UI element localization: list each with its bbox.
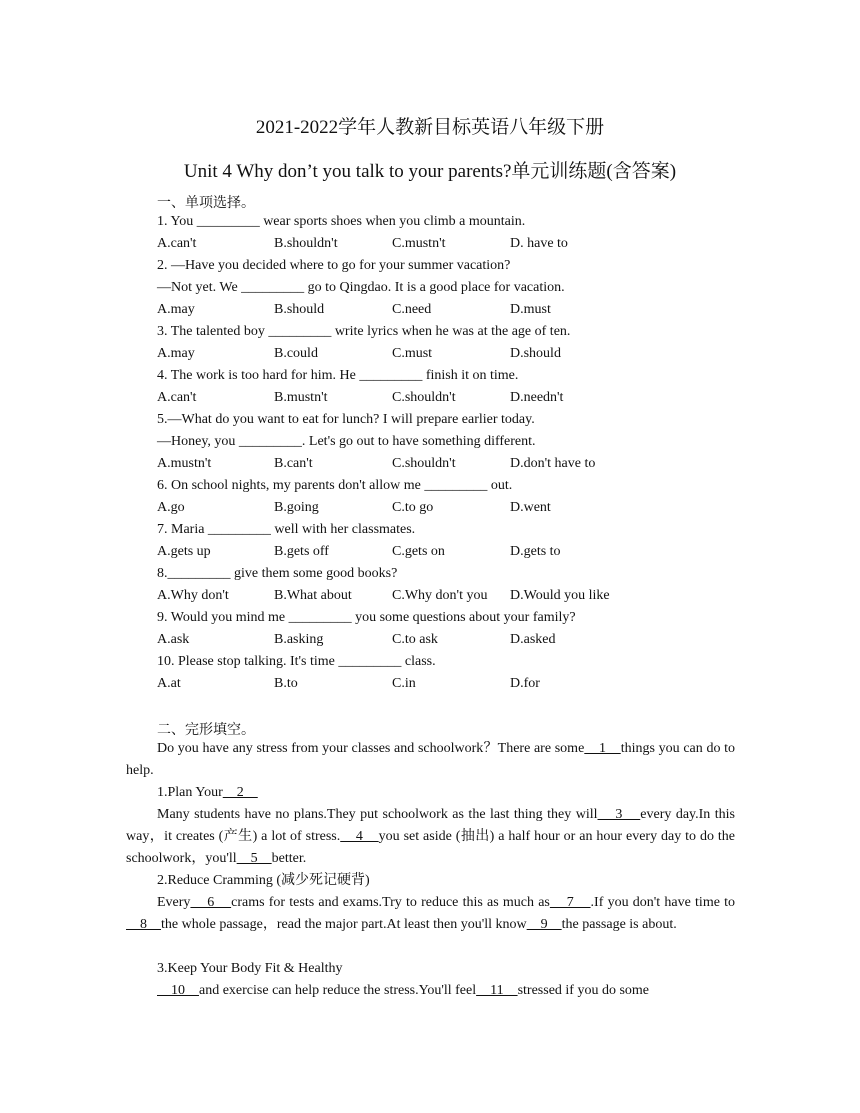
option-b: B.to: [274, 676, 298, 691]
cloze-text: better.: [271, 851, 307, 866]
option-a: A.at: [157, 676, 181, 691]
option-c: C.shouldn't: [392, 390, 456, 405]
option-a: A.Why don't: [157, 588, 229, 603]
option-a: A.can't: [157, 236, 197, 251]
cloze-text: the passage is about.: [561, 917, 677, 932]
cloze-paragraph-1: [126, 738, 735, 782]
option-a: A.mustn't: [157, 456, 212, 471]
option-d: D.for: [510, 676, 540, 691]
option-a: A.go: [157, 500, 185, 515]
question-5-stem: 5.—What do you want to eat for lunch? I will prepare earlier today.: [157, 412, 535, 427]
option-b: B.could: [274, 346, 318, 361]
cloze-text: Do you have any stress from your classes and schoolwork？There are some: [157, 741, 585, 756]
option-d: D. have to: [510, 236, 568, 251]
cloze-blank-11: 11: [476, 983, 518, 998]
cloze-text: 1.Plan Your: [157, 785, 223, 800]
option-c: C.shouldn't: [392, 456, 456, 471]
cloze-text: Many students have no plans.They put schoolwork as the last thing they will: [157, 807, 598, 822]
cloze-heading-2: 2.Reduce Cramming (减少死记硬背): [157, 873, 370, 888]
option-b: B.can't: [274, 456, 313, 471]
option-a: A.can't: [157, 390, 197, 405]
cloze-paragraph-4: [126, 980, 735, 1002]
cloze-blank-7: 7: [549, 895, 591, 910]
cloze-blank-2: 2: [222, 785, 258, 800]
option-b: B.asking: [274, 632, 324, 647]
cloze-blank-6: 6: [190, 895, 232, 910]
cloze-text: crams for tests and exams.Try to reduce this as much as: [231, 895, 550, 910]
option-d: D.gets to: [510, 544, 561, 559]
question-2-stem-response: —Not yet. We _________ go to Qingdao. It is a good place for vacation.: [157, 280, 565, 295]
document-title: 2021-2022学年人教新目标英语八年级下册: [255, 117, 605, 138]
option-d: D.went: [510, 500, 551, 515]
question-1-stem: 1. You _________ wear sports shoes when you climb a mountain.: [157, 214, 526, 229]
option-c: C.to ask: [392, 632, 438, 647]
document-subtitle: Unit 4 Why don’t you talk to your parents?单元训练题(含答案): [183, 161, 677, 182]
section2-heading: 二、完形填空。: [157, 723, 255, 738]
option-b: B.What about: [274, 588, 352, 603]
question-2-stem: 2. —Have you decided where to go for your summer vacation?: [157, 258, 511, 273]
cloze-text: the whole passage，read the major part.At least then you'll know: [161, 917, 527, 932]
cloze-blank-5: 5: [236, 851, 272, 866]
cloze-blank-9: 9: [526, 917, 562, 932]
option-c: C.to go: [392, 500, 434, 515]
option-d: D.needn't: [510, 390, 564, 405]
cloze-blank-4: 4: [340, 829, 379, 844]
option-c: C.mustn't: [392, 236, 446, 251]
option-b: B.mustn't: [274, 390, 328, 405]
question-7-stem: 7. Maria _________ well with her classmates.: [157, 522, 416, 537]
option-a: A.gets up: [157, 544, 211, 559]
option-c: C.Why don't you: [392, 588, 488, 603]
cloze-text: every day.In this way，it creates (产生) a lot of stress.: [126, 807, 735, 844]
question-8-stem: 8._________ give them some good books?: [157, 566, 398, 581]
cloze-text: you set aside (抽出) a half hour or an hour every day to do the schoolwork，you'll: [126, 829, 735, 866]
option-a: A.may: [157, 346, 195, 361]
cloze-text: .If you don't have time to: [590, 895, 736, 910]
option-d: D.asked: [510, 632, 556, 647]
option-c: C.gets on: [392, 544, 445, 559]
option-b: B.should: [274, 302, 325, 317]
cloze-blank-8: 8: [126, 917, 161, 932]
cloze-blank-3: 3: [597, 807, 641, 822]
cloze-blank-10: 10: [157, 983, 199, 998]
option-a: A.ask: [157, 632, 190, 647]
option-d: D.Would you like: [510, 588, 610, 603]
option-c: C.in: [392, 676, 416, 691]
question-5-stem-response: —Honey, you _________. Let's go out to have something different.: [157, 434, 536, 449]
option-d: D.don't have to: [510, 456, 596, 471]
option-d: D.must: [510, 302, 551, 317]
cloze-text: stressed if you do some: [517, 983, 650, 998]
option-b: B.shouldn't: [274, 236, 338, 251]
question-10-stem: 10. Please stop talking. It's time _________ class.: [157, 654, 436, 669]
option-a: A.may: [157, 302, 195, 317]
question-4-stem: 4. The work is too hard for him. He _________ finish it on time.: [157, 368, 519, 383]
cloze-text: things you can do to help.: [126, 741, 736, 778]
cloze-paragraph-2: [126, 804, 735, 870]
option-c: C.must: [392, 346, 433, 361]
option-b: B.gets off: [274, 544, 329, 559]
question-3-stem: 3. The talented boy _________ write lyrics when he was at the age of ten.: [157, 324, 571, 339]
cloze-blank-1: 1: [584, 741, 621, 756]
cloze-text: and exercise can help reduce the stress.You'll feel: [199, 983, 477, 998]
cloze-heading-1: [126, 782, 735, 804]
option-d: D.should: [510, 346, 561, 361]
question-9-stem: 9. Would you mind me _________ you some questions about your family?: [157, 610, 576, 625]
option-b: B.going: [274, 500, 319, 515]
cloze-text: Every: [157, 895, 191, 910]
option-c: C.need: [392, 302, 432, 317]
cloze-paragraph-3: [126, 892, 735, 936]
cloze-heading-3: 3.Keep Your Body Fit & Healthy: [157, 961, 343, 976]
section1-heading: 一、单项选择。: [157, 196, 255, 211]
question-6-stem: 6. On school nights, my parents don't allow me _________ out.: [157, 478, 513, 493]
